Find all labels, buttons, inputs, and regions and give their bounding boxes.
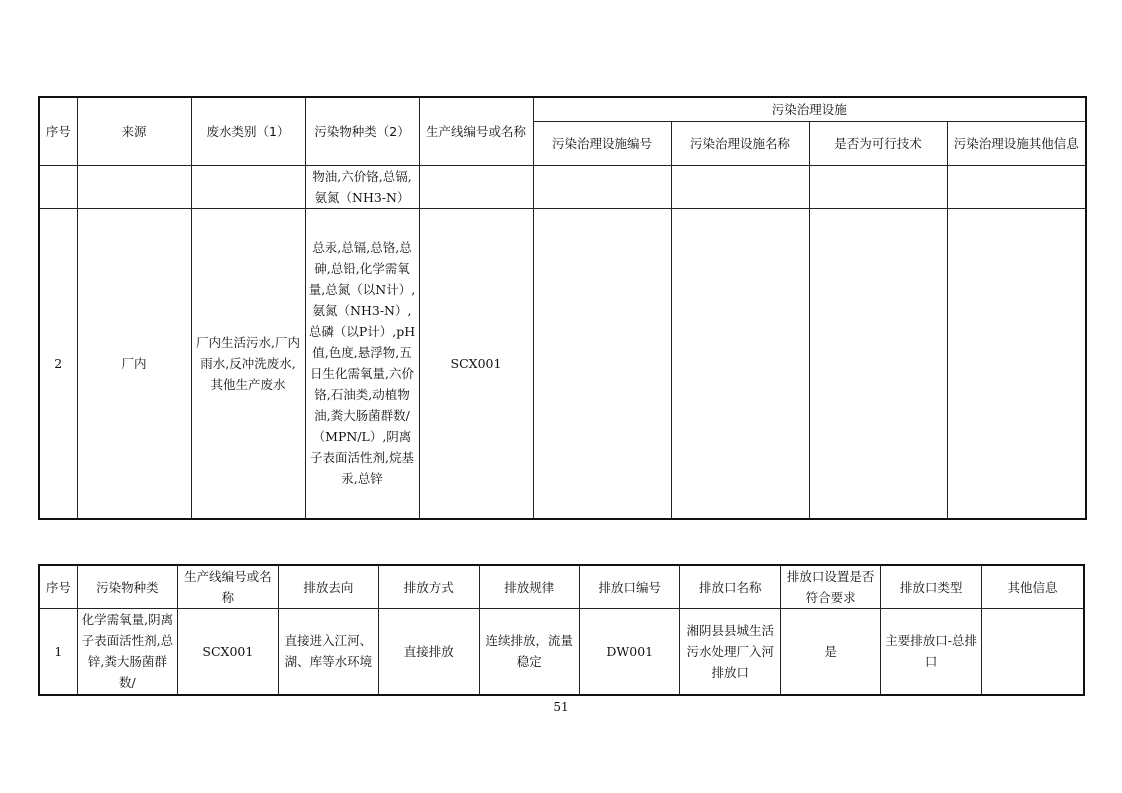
header-seq: 序号	[39, 565, 77, 609]
header-facility-code: 污染治理设施编号	[533, 121, 671, 165]
cell-seq: 1	[39, 609, 77, 695]
header-outlet-code: 排放口编号	[580, 565, 680, 609]
cell-facility-name	[671, 208, 809, 519]
cell-production-line: SCX001	[178, 609, 278, 695]
header-feasible-tech: 是否为可行技术	[809, 121, 947, 165]
header-outlet-type: 排放口类型	[881, 565, 981, 609]
cell-facility-code	[533, 208, 671, 519]
cell-facility-other	[947, 165, 1086, 208]
header-seq: 序号	[39, 97, 77, 165]
header-facility-other: 污染治理设施其他信息	[947, 121, 1086, 165]
table-row	[39, 609, 1084, 695]
header-production-line: 生产线编号或名称	[419, 97, 533, 165]
cell-pollutants: 总汞,总镉,总铬,总砷,总铅,化学需氧量,总氮（以N计）,氨氮（NH3-N）,总磷（以P计）,pH值,色度,悬浮物,五日生化需氧量,六价铬,石油类,动植物油,粪大肠菌群数/（MPN/L）,阴离子表面活性剂,烷基汞,总锌	[305, 208, 419, 519]
page-number: 51	[553, 700, 569, 714]
cell-other	[981, 609, 1084, 695]
header-other: 其他信息	[981, 565, 1084, 609]
cell-method: 直接排放	[379, 609, 479, 695]
header-destination: 排放去向	[278, 565, 378, 609]
cell-production-line: SCX001	[419, 208, 533, 519]
cell-source: 厂内	[77, 208, 191, 519]
cell-facility-name	[671, 165, 809, 208]
cell-wastewater-type	[191, 165, 305, 208]
header-production-line: 生产线编号或名称	[178, 565, 278, 609]
cell-compliant: 是	[780, 609, 880, 695]
header-method: 排放方式	[379, 565, 479, 609]
cell-seq: 2	[39, 208, 77, 519]
cell-destination: 直接进入江河、湖、库等水环境	[278, 609, 378, 695]
cell-source	[77, 165, 191, 208]
cell-outlet-code: DW001	[580, 609, 680, 695]
table-row	[39, 208, 1086, 519]
cell-production-line	[419, 165, 533, 208]
cell-pattern: 连续排放，流量稳定	[479, 609, 579, 695]
header-facility-name: 污染治理设施名称	[671, 121, 809, 165]
header-wastewater-type: 废水类别（1）	[191, 97, 305, 165]
cell-feasible-tech	[809, 165, 947, 208]
table-row	[39, 165, 1086, 208]
header-pollutant-type: 污染物种类（2）	[305, 97, 419, 165]
cell-seq	[39, 165, 77, 208]
cell-feasible-tech	[809, 208, 947, 519]
header-outlet-name: 排放口名称	[680, 565, 780, 609]
header-pollutant-type: 污染物种类	[77, 565, 177, 609]
cell-outlet-name: 湘阴县县城生活污水处理厂入河排放口	[680, 609, 780, 695]
cell-outlet-type: 主要排放口-总排口	[881, 609, 981, 695]
discharge-outlet-table	[38, 564, 1085, 696]
header-pattern: 排放规律	[479, 565, 579, 609]
cell-pollutants: 物油,六价铬,总镉,氨氮（NH3-N）	[305, 165, 419, 208]
wastewater-facility-table	[38, 96, 1087, 520]
header-facility-group: 污染治理设施	[533, 97, 1086, 121]
cell-facility-other	[947, 208, 1086, 519]
header-source: 来源	[77, 97, 191, 165]
cell-wastewater-type: 厂内生活污水,厂内雨水,反冲洗废水,其他生产废水	[191, 208, 305, 519]
header-compliant: 排放口设置是否符合要求	[780, 565, 880, 609]
cell-pollutants: 化学需氧量,阴离子表面活性剂,总锌,粪大肠菌群数/	[77, 609, 177, 695]
cell-facility-code	[533, 165, 671, 208]
